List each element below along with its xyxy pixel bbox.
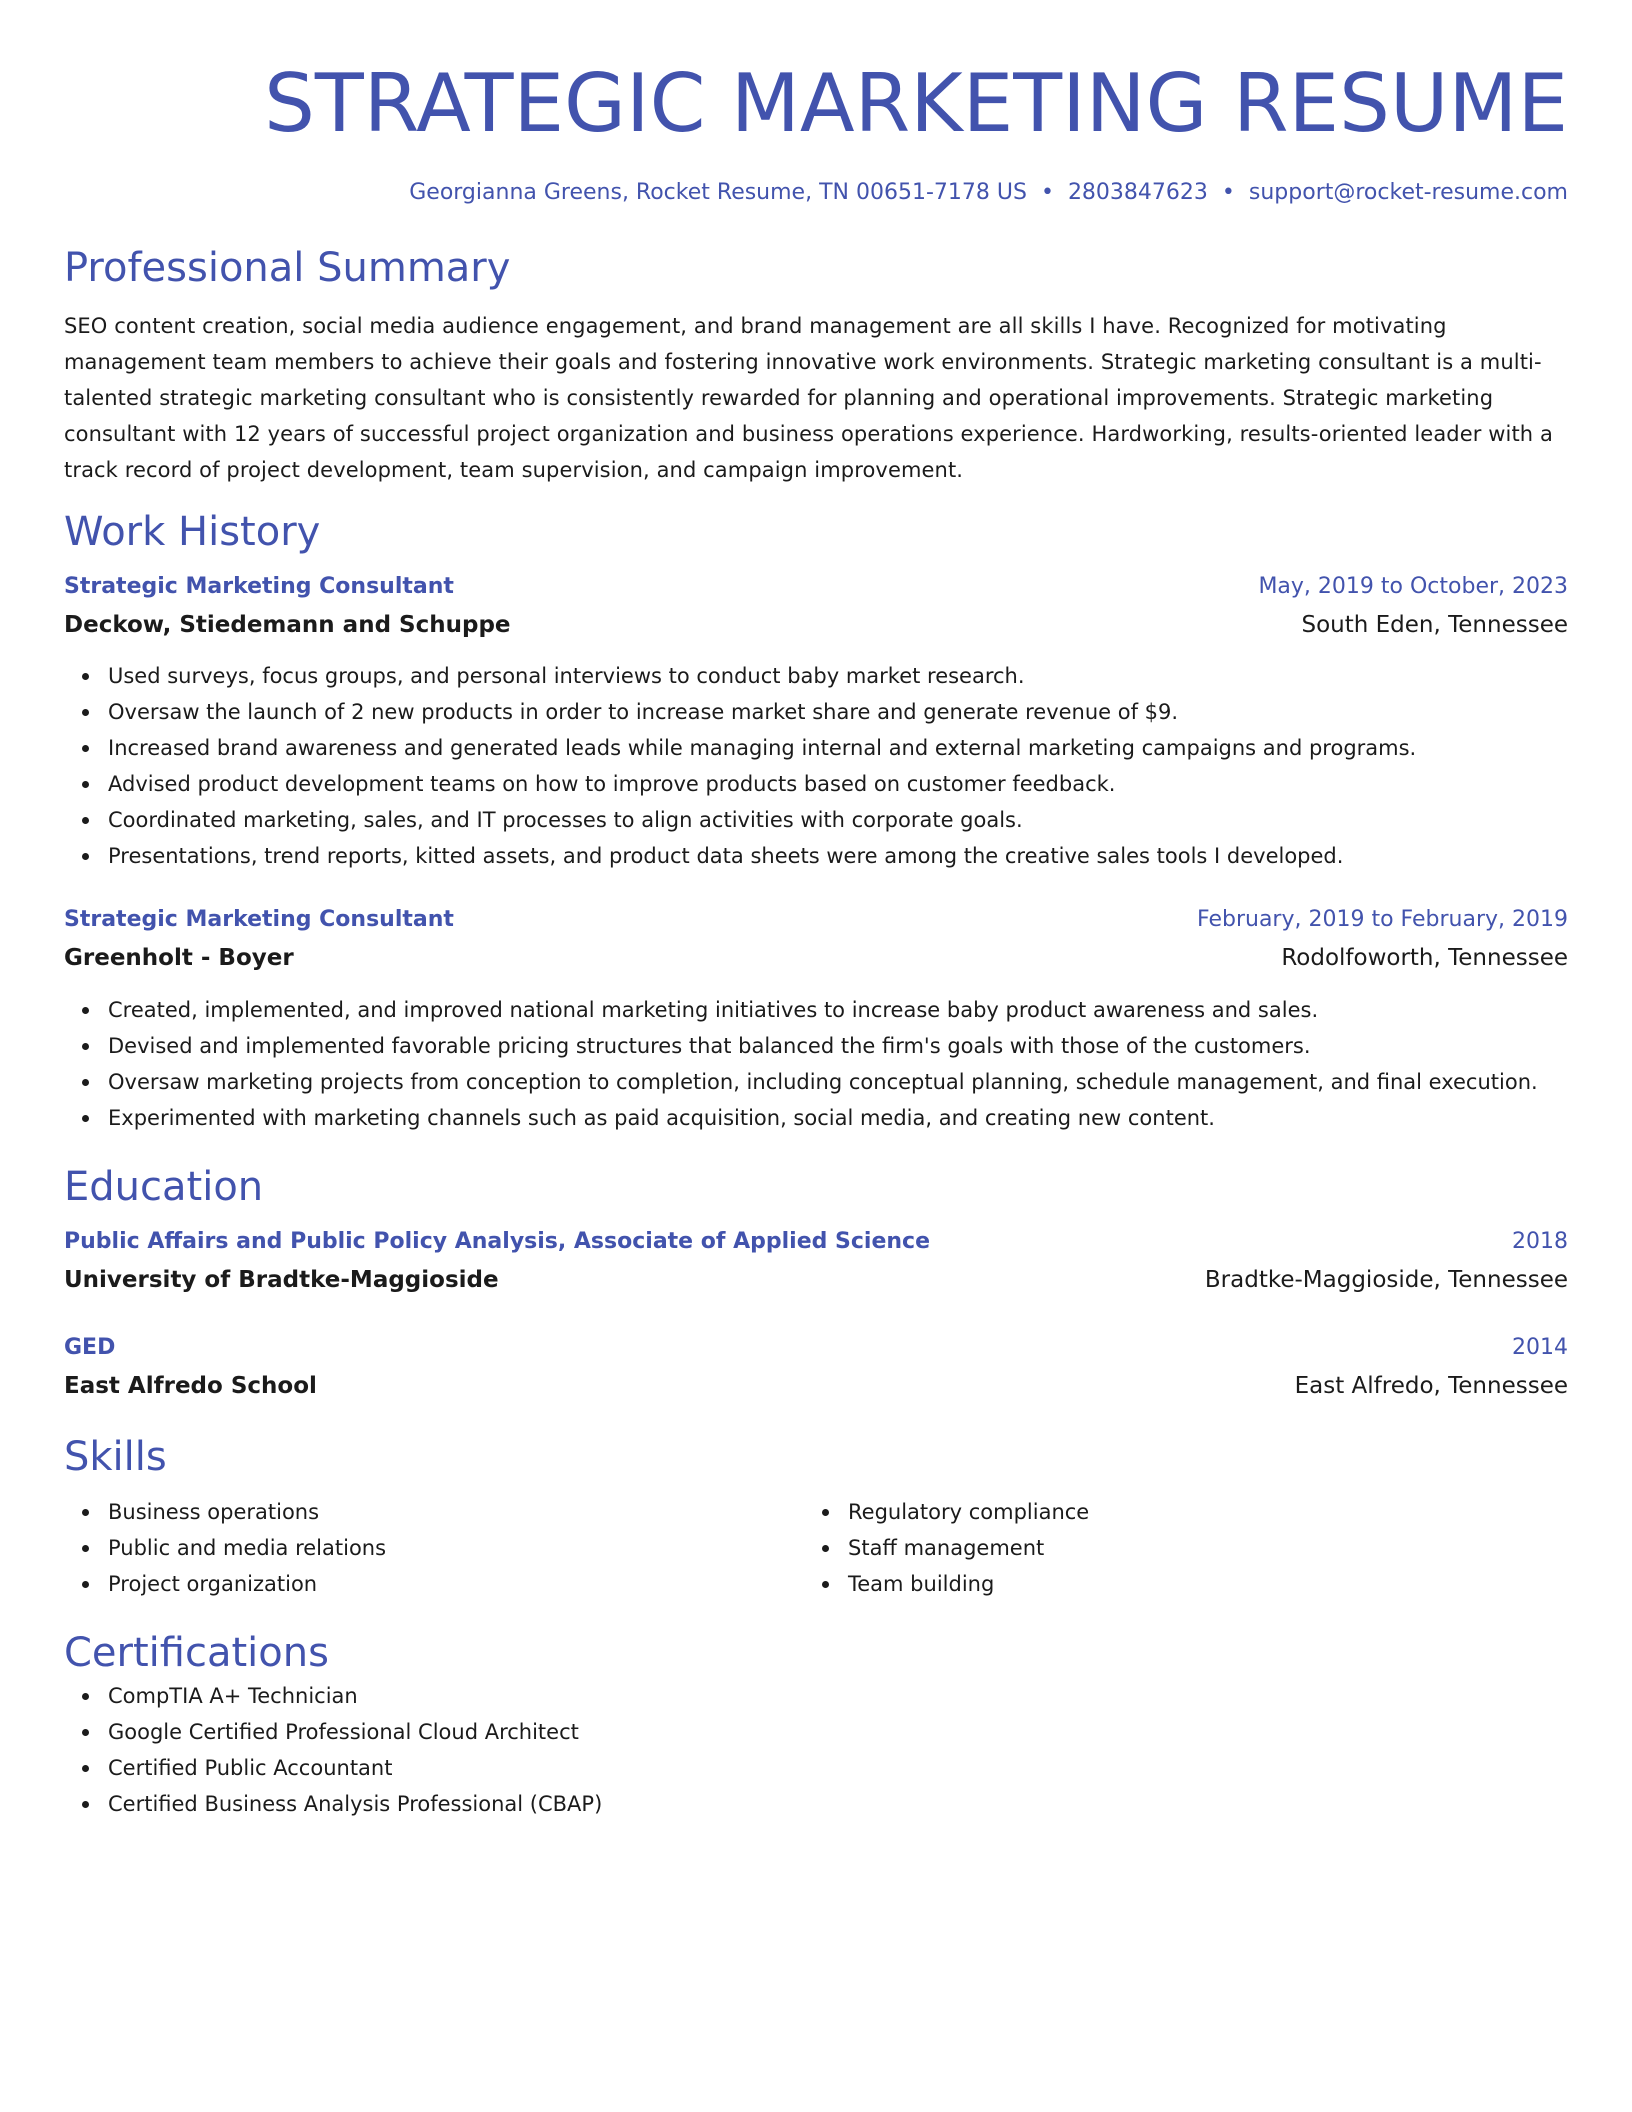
education-degree: GED [64, 1335, 116, 1360]
certification-item: Certified Business Analysis Professional (CBAP) [108, 1786, 1568, 1822]
job-bullet: Used surveys, focus groups, and personal interviews to conduct baby market research. [108, 658, 1568, 694]
skill-item: Business operations [108, 1494, 804, 1530]
skills-grid [64, 1494, 1568, 1602]
job-bullet: Increased brand awareness and generated leads while managing internal and external marketing campaigns and programs. [108, 730, 1568, 766]
job-title: Strategic Marketing Consultant [64, 574, 454, 599]
job-company-row [64, 938, 1568, 978]
contact-separator: • [1221, 180, 1235, 205]
skills-column-right [804, 1494, 1544, 1602]
education-year: 2014 [1512, 1335, 1568, 1360]
certifications-list [64, 1678, 1568, 1822]
job-bullet: Coordinated marketing, sales, and IT processes to align activities with corporate goals. [108, 802, 1568, 838]
job-bullet: Presentations, trend reports, kitted assets, and product data sheets were among the creative sales tools I developed. [108, 838, 1568, 874]
education-year: 2018 [1512, 1229, 1568, 1254]
job-bullet: Devised and implemented favorable pricing structures that balanced the firm's goals with those of the customers. [108, 1028, 1568, 1064]
education-school-row [64, 1260, 1568, 1300]
education-entry [64, 1224, 1568, 1300]
contact-line [64, 178, 1568, 208]
job-title: Strategic Marketing Consultant [64, 907, 454, 932]
education-school-row [64, 1366, 1568, 1406]
job-dates: May, 2019 to October, 2023 [1258, 574, 1568, 599]
education-degree-row [64, 1224, 1568, 1260]
skill-item: Team building [848, 1566, 1544, 1602]
job-company-row [64, 605, 1568, 645]
job-location: South Eden, Tennessee [1301, 612, 1568, 638]
contact-phone: 2803847623 [1067, 180, 1208, 205]
job-bullet: Oversaw the launch of 2 new products in order to increase market share and generate revenue of $9. [108, 694, 1568, 730]
job-bullet: Advised product development teams on how to improve products based on customer feedback. [108, 766, 1568, 802]
education-school: University of Bradtke-Maggioside [64, 1267, 499, 1293]
contact-address: Georgianna Greens, Rocket Resume, TN 00651-7178 US [409, 180, 1027, 205]
education-school: East Alfredo School [64, 1373, 317, 1399]
education-entry [64, 1330, 1568, 1406]
job-location: Rodolfoworth, Tennessee [1281, 945, 1568, 971]
job-bullet: Created, implemented, and improved national marketing initiatives to increase baby product awareness and sales. [108, 992, 1568, 1028]
job-company: Greenholt - Boyer [64, 945, 294, 971]
education-location: Bradtke-Maggioside, Tennessee [1204, 1267, 1568, 1293]
job-title-row [64, 569, 1568, 605]
job-company: Deckow, Stiedemann and Schuppe [64, 612, 511, 638]
resume-title: STRATEGIC MARKETING RESUME [264, 57, 1568, 150]
skills-heading: Skills [64, 1434, 167, 1480]
education-heading: Education [64, 1164, 264, 1210]
job-dates: February, 2019 to February, 2019 [1197, 907, 1568, 932]
education-degree-row [64, 1330, 1568, 1366]
skills-list [804, 1494, 1544, 1602]
certification-item: CompTIA A+ Technician [108, 1678, 1568, 1714]
contact-separator: • [1040, 180, 1054, 205]
job-bullet: Oversaw marketing projects from conception to completion, including conceptual planning, schedule management, and final execution. [108, 1064, 1568, 1100]
work-history-heading: Work History [64, 509, 321, 555]
education-location: East Alfredo, Tennessee [1294, 1373, 1568, 1399]
education-degree: Public Affairs and Public Policy Analysis, Associate of Applied Science [64, 1229, 931, 1254]
summary-text: SEO content creation, social media audience engagement, and brand management are all skills I have. Recognized for motivating management team members to achieve their goals and fostering innovative work environments. Strategic marketing consultant is a multi-talented strategic marketing consultant who is consistently rewarded for planning and operational improvements. Strategic marketing consultant with 12 years of successful project organization and business operations experience. Hardworking, results-oriented leader with a track record of project development, team supervision, and campaign improvement. [64, 314, 1553, 482]
certifications-heading: Certifications [64, 1630, 329, 1676]
skill-item: Project organization [108, 1566, 804, 1602]
job-bullet: Experimented with marketing channels such as paid acquisition, social media, and creating new content. [108, 1100, 1568, 1136]
job-bullets [64, 992, 1568, 1136]
certification-item: Google Certified Professional Cloud Architect [108, 1714, 1568, 1750]
job-entry [64, 902, 1568, 1136]
job-entry [64, 569, 1568, 874]
skills-list [64, 1494, 804, 1602]
summary-heading: Professional Summary [64, 245, 511, 291]
skills-column-left [64, 1494, 804, 1602]
skill-item: Staff management [848, 1530, 1544, 1566]
job-bullets [64, 658, 1568, 874]
certification-item: Certified Public Accountant [108, 1750, 1568, 1786]
job-title-row [64, 902, 1568, 938]
skill-item: Regulatory compliance [848, 1494, 1544, 1530]
contact-email: support@rocket-resume.com [1248, 180, 1568, 205]
skill-item: Public and media relations [108, 1530, 804, 1566]
